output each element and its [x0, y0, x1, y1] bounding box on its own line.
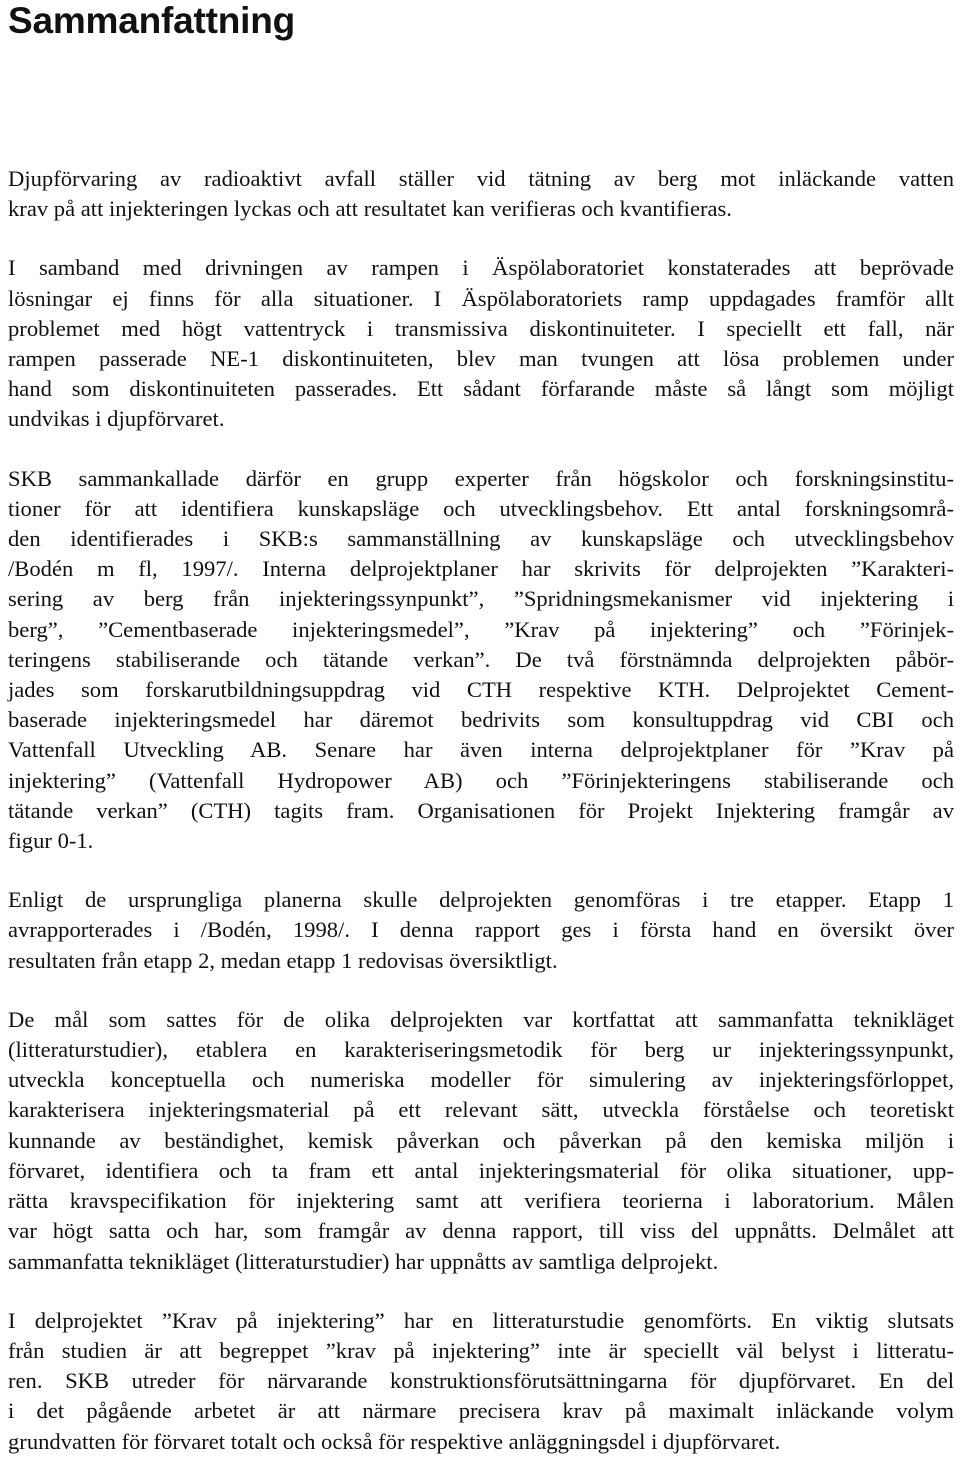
text-line: ren. SKB utreder för närvarande konstruktionsförutsättningarna för djupförvaret. En del: [8, 1368, 954, 1394]
text-line: problemet med högt vattentryck i transmissiva diskontinuiteter. I speciellt ett fall, när: [8, 315, 954, 341]
text-line: (litteraturstudier), etablera en karakteriseringsmetodik för berg ur injekteringssynpunkt,: [8, 1037, 954, 1063]
text-line: sammanfatta teknikläget (litteraturstudier) har uppnåtts av samtliga delprojekt.: [8, 1248, 719, 1274]
text-line: tioner för att identifiera kunskapsläge och utvecklingsbehov. Ett antal forskningsområ-: [8, 495, 954, 521]
text-line: lösningar ej finns för alla situationer. I Äspölaboratoriets ramp uppdagades framför allt: [8, 285, 954, 311]
text-line: baserade injekteringsmedel har däremot bedrivits som konsultuppdrag vid CBI och: [8, 707, 954, 733]
text-line: avrapporterades i /Bodén, 1998/. I denna rapport ges i första hand en översikt över: [8, 917, 954, 943]
text-line: rätta kravspecifikation för injektering samt att verifiera teorierna i laboratorium. Målen: [8, 1188, 954, 1214]
text-line: förvaret, identifiera och ta fram ett antal injekteringsmaterial för olika situationer, upp-: [8, 1157, 954, 1183]
text-line: I samband med drivningen av rampen i Äspölaboratoriet konstaterades att beprövade: [8, 255, 954, 281]
text-line: figur 0-1.: [8, 828, 94, 854]
text-line: den identifierades i SKB:s sammanställning av kunskapsläge och utvecklingsbehov: [8, 526, 954, 552]
text-line: från studien är att begreppet ”krav på injektering” inte är speciellt väl belyst i litteratu-: [8, 1337, 954, 1363]
document-page: [8, 0, 954, 1457]
text-line: tätande verkan” (CTH) tagits fram. Organisationen för Projekt Injektering framgår av: [8, 797, 954, 823]
text-line: sering av berg från injekteringssynpunkt”, ”Spridningsmekanismer vid injektering i: [8, 586, 954, 612]
text-line: Enligt de ursprungliga planerna skulle delprojekten genomföras i tre etapper. Etapp 1: [8, 887, 954, 913]
page-title: Sammanfattning: [8, 0, 296, 41]
text-line: hand som diskontinuiteten passerades. Ett sådant förfarande måste så långt som möjligt: [8, 376, 954, 402]
text-line: kunnande av beständighet, kemisk påverkan och påverkan på den kemiska miljön i: [8, 1127, 954, 1153]
text-line: De mål som sattes för de olika delprojekten var kortfattat att sammanfatta teknikläget: [8, 1006, 954, 1032]
text-line: karakterisera injekteringsmaterial på ett relevant sätt, utveckla förståelse och teoretiskt: [8, 1097, 954, 1123]
text-line: undvikas i djupförvaret.: [8, 406, 225, 432]
paragraph-etapper: [8, 885, 954, 976]
text-line: Vattenfall Utveckling AB. Senare har även interna delprojektplaner för ”Krav på: [8, 737, 954, 763]
text-line: teringens stabiliserande och tätande verkan”. De två förstnämnda delprojekten påbör-: [8, 646, 954, 672]
text-line: berg”, ”Cementbaserade injekteringsmedel”, ”Krav på injektering” och ”Förinjek-: [8, 616, 954, 642]
text-line: /Bodén m fl, 1997/. Interna delprojektplaner har skrivits för delprojekten ”Karakteri-: [8, 556, 954, 582]
text-line: rampen passerade NE-1 diskontinuiteten, blev man tvungen att lösa problemen under: [8, 346, 954, 372]
text-line: resultaten från etapp 2, medan etapp 1 redovisas översiktligt.: [8, 947, 558, 973]
text-line: SKB sammankallade därför en grupp experter från högskolor och forskningsinstitu-: [8, 465, 954, 491]
text-line: utveckla konceptuella och numeriska modeller för simulering av injekteringsförloppet,: [8, 1067, 954, 1093]
text-line: jades som forskarutbildningsuppdrag vid CTH respektive KTH. Delprojektet Cement-: [8, 677, 954, 703]
paragraph-requirements: [8, 1306, 954, 1457]
paragraph-background: [8, 253, 954, 434]
text-line: I delprojektet ”Krav på injektering” har en litteraturstudie genomförts. En viktig slutsats: [8, 1307, 954, 1333]
paragraph-intro: [8, 164, 954, 224]
paragraph-organisation: [8, 464, 954, 857]
text-line: i det pågående arbetet är att närmare precisera krav på maximalt inläckande volym: [8, 1398, 954, 1424]
text-line: injektering” (Vattenfall Hydropower AB) och ”Förinjekteringens stabiliserande och: [8, 767, 954, 793]
text-line: grundvatten för förvaret totalt och också för respektive anläggningsdel i djupförvaret.: [8, 1428, 781, 1454]
text-line: var högt satta och har, som framgår av denna rapport, till viss del uppnåtts. Delmålet att: [8, 1218, 954, 1244]
text-line: Djupförvaring av radioaktivt avfall ställer vid tätning av berg mot inläckande vatten: [8, 166, 954, 191]
text-line: krav på att injekteringen lyckas och att resultatet kan verifieras och kvantifieras.: [8, 196, 732, 222]
paragraph-goals: [8, 1005, 954, 1277]
